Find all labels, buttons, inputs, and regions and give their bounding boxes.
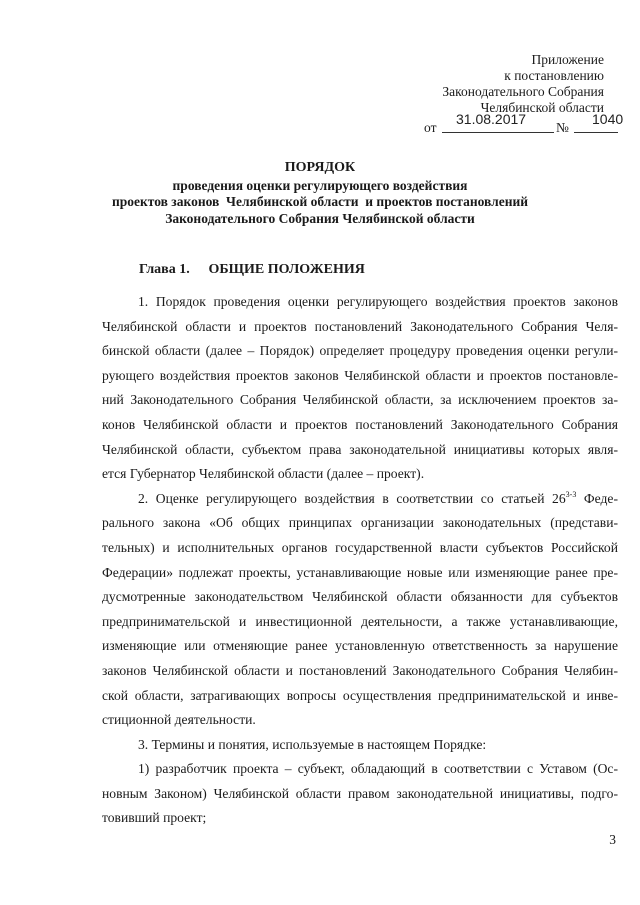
text-line: рующего воздействия проектов законов Челябинской области и проектов постановле- bbox=[102, 367, 618, 383]
text-line: предпринимательской и инвестиционной деятельности, а также устанавливающие, bbox=[102, 613, 618, 629]
number-underline bbox=[574, 132, 618, 133]
text-line: стиционной деятельности. bbox=[102, 712, 256, 728]
approval-date: 31.08.2017 bbox=[456, 111, 527, 127]
text-line: бинской области (далее – Порядок) определяет процедуру проведения оценки регули- bbox=[102, 343, 618, 359]
appendix-header bbox=[384, 52, 604, 116]
appendix-line: Законодательного Собрания bbox=[442, 84, 604, 99]
approval-number: 1040 bbox=[592, 111, 624, 127]
text-fragment: Феде- bbox=[576, 490, 618, 506]
appendix-line: Челябинской области bbox=[480, 100, 604, 115]
text-line: дусмотренные законодательством Челябинской области обязанности для субъектов bbox=[102, 589, 618, 605]
text-line: рального закона «Об общих принципах организации законодательных (представи- bbox=[102, 515, 618, 531]
text-line: изменяющие или отменяющие ранее установленную ответственность за нарушение bbox=[102, 638, 618, 654]
text-line: новным Законом) Челябинской области правом законодательной инициативы, подго- bbox=[102, 785, 618, 801]
chapter-number: Глава 1. bbox=[139, 262, 190, 277]
title-line: проектов законов Челябинской области и проектов постановлений bbox=[111, 194, 529, 209]
text-line: ской области, затрагивающих вопросы осуществления предпринимательской и инве- bbox=[102, 687, 618, 703]
text-line: тельных) и исполнительных органов государственной власти субъектов Российской bbox=[102, 539, 618, 555]
text-line: конов Челябинской области и проектов постановлений Законодательного Собрания bbox=[102, 416, 618, 432]
appendix-line: Приложение bbox=[531, 52, 604, 67]
text-line: товивший проект; bbox=[102, 810, 207, 826]
text-line: Федерации» подлежат проекты, устанавливающие новые или изменяющие ранее пре- bbox=[102, 564, 618, 580]
approval-prefix: от bbox=[424, 120, 437, 135]
text-line: законов Челябинской области и постановлений Законодательного Собрания Челябин- bbox=[102, 662, 618, 678]
body-text bbox=[102, 290, 618, 831]
text-line: 1) разработчик проекта – субъект, обладающий в соответствии с Уставом (Ос- bbox=[138, 761, 618, 777]
chapter-name: ОБЩИЕ ПОЛОЖЕНИЯ bbox=[208, 262, 365, 277]
text-line: ний Законодательного Собрания Челябинской области, за исключением проектов за- bbox=[102, 392, 618, 408]
appendix-line: к постановлению bbox=[504, 68, 604, 83]
text-line bbox=[102, 487, 618, 512]
page-number: 3 bbox=[609, 832, 616, 847]
number-sign: № bbox=[556, 120, 569, 135]
approval-line bbox=[424, 111, 624, 136]
text-line: ется Губернатор Челябинской области (далее – проект). bbox=[102, 466, 425, 482]
chapter-heading bbox=[139, 262, 365, 278]
text-fragment: 2. Оценке регулирующего воздействия в соответствии со статьей 26 bbox=[138, 490, 566, 506]
date-underline bbox=[442, 132, 554, 133]
title-line: проведения оценки регулирующего воздействия bbox=[172, 177, 468, 193]
text-line: 1. Порядок проведения оценки регулирующего воздействия проектов законов bbox=[138, 294, 618, 309]
text-line: Челябинской области, субъектом права законодательной инициативы которых явля- bbox=[102, 441, 618, 457]
title-line: Законодательного Собрания Челябинской области bbox=[165, 210, 475, 226]
text-line: 3. Термины и понятия, используемые в настоящем Порядке: bbox=[138, 736, 487, 752]
document-title bbox=[60, 160, 580, 227]
title-line: ПОРЯДОК bbox=[284, 160, 356, 175]
text-line: Челябинской области и проектов постановлений Законодательного Собрания Челя- bbox=[102, 318, 618, 334]
article-superscript: 3-3 bbox=[565, 489, 577, 499]
